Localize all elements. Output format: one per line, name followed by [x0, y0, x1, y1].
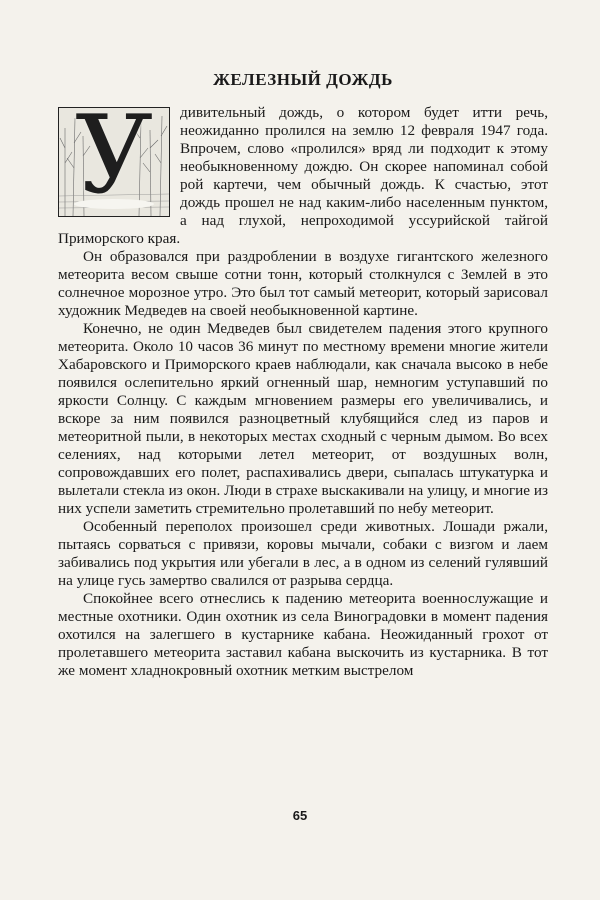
drop-cap-letter: У: [74, 107, 154, 218]
book-page: [58, 70, 548, 680]
chapter-title: ЖЕЛЕЗНЫЙ ДОЖДЬ: [213, 70, 393, 89]
drop-cap-illustration: [58, 107, 170, 217]
paragraph-5: Спокойнее всего отнеслись к падению метеорита военнослужащие и местные охотники. Один охотник из села Виноградовки в момент падения охотился на залегшего в кустарнике кабана. Неожиданный грохот от пролетавшего метеорита заставил кабана выскочить из кустарника. В тот же момент хладнокровный охотник метким выстрелом: [58, 590, 548, 680]
article-body: [58, 104, 548, 680]
paragraph-1: дивительный дождь, о котором будет итти речь, неожиданно пролился на землю 12 февраля 1947 года. Впрочем, слово «пролился» вряд ли подходит к этому необыкновенному дождю. Он скорее напоминал собой рой картечи, чем обычный дождь. К счастью, этот дождь прошел не над каким-либо населенным пунктом, а над глухой, непроходимой уссурийской тайгой Приморского края.: [58, 104, 548, 248]
page-number: 65: [292, 808, 308, 823]
paragraph-4: Особенный переполох произошел среди животных. Лошади ржали, пытаясь сорваться с привязи, коровы мычали, собаки с визгом и лаем забивались под укрытия или убегали в лес, а в одном из селений гулявший на улице гусь замертво свалился от разрыва сердца.: [58, 518, 548, 590]
paragraph-3: Конечно, не один Медведев был свидетелем падения этого крупного метеорита. Около 10 часов 36 минут по местному времени многие жители Хабаровского и Приморского краев наблюдали, как сначала высоко в небе появился ослепительно яркий огненный шар, немногим уступавший по яркости Солнцу. С каждым мгновением размеры его увеличивались, и вскоре за ним появился разноцветный клубящийся след из паров и метеоритной пыли, в некоторых местах сходный с черным дымом. Во всех селениях, над которыми летел метеорит, от воздушных волн, сопровождавших его полет, распахивались двери, сыпалась штукатурка и вылетали стекла из окон. Люди в страхе выскакивали на улицу, и многие из них успели заметить стремительно пролетавший по небу метеорит.: [58, 320, 548, 518]
paragraph-2: Он образовался при раздроблении в воздухе гигантского железного метеорита весом свыше сотни тонн, который столкнулся с Землей в это солнечное морозное утро. Это был тот самый метеорит, который зарисовал художник Медведев на своей необыкновенной картине.: [58, 248, 548, 320]
